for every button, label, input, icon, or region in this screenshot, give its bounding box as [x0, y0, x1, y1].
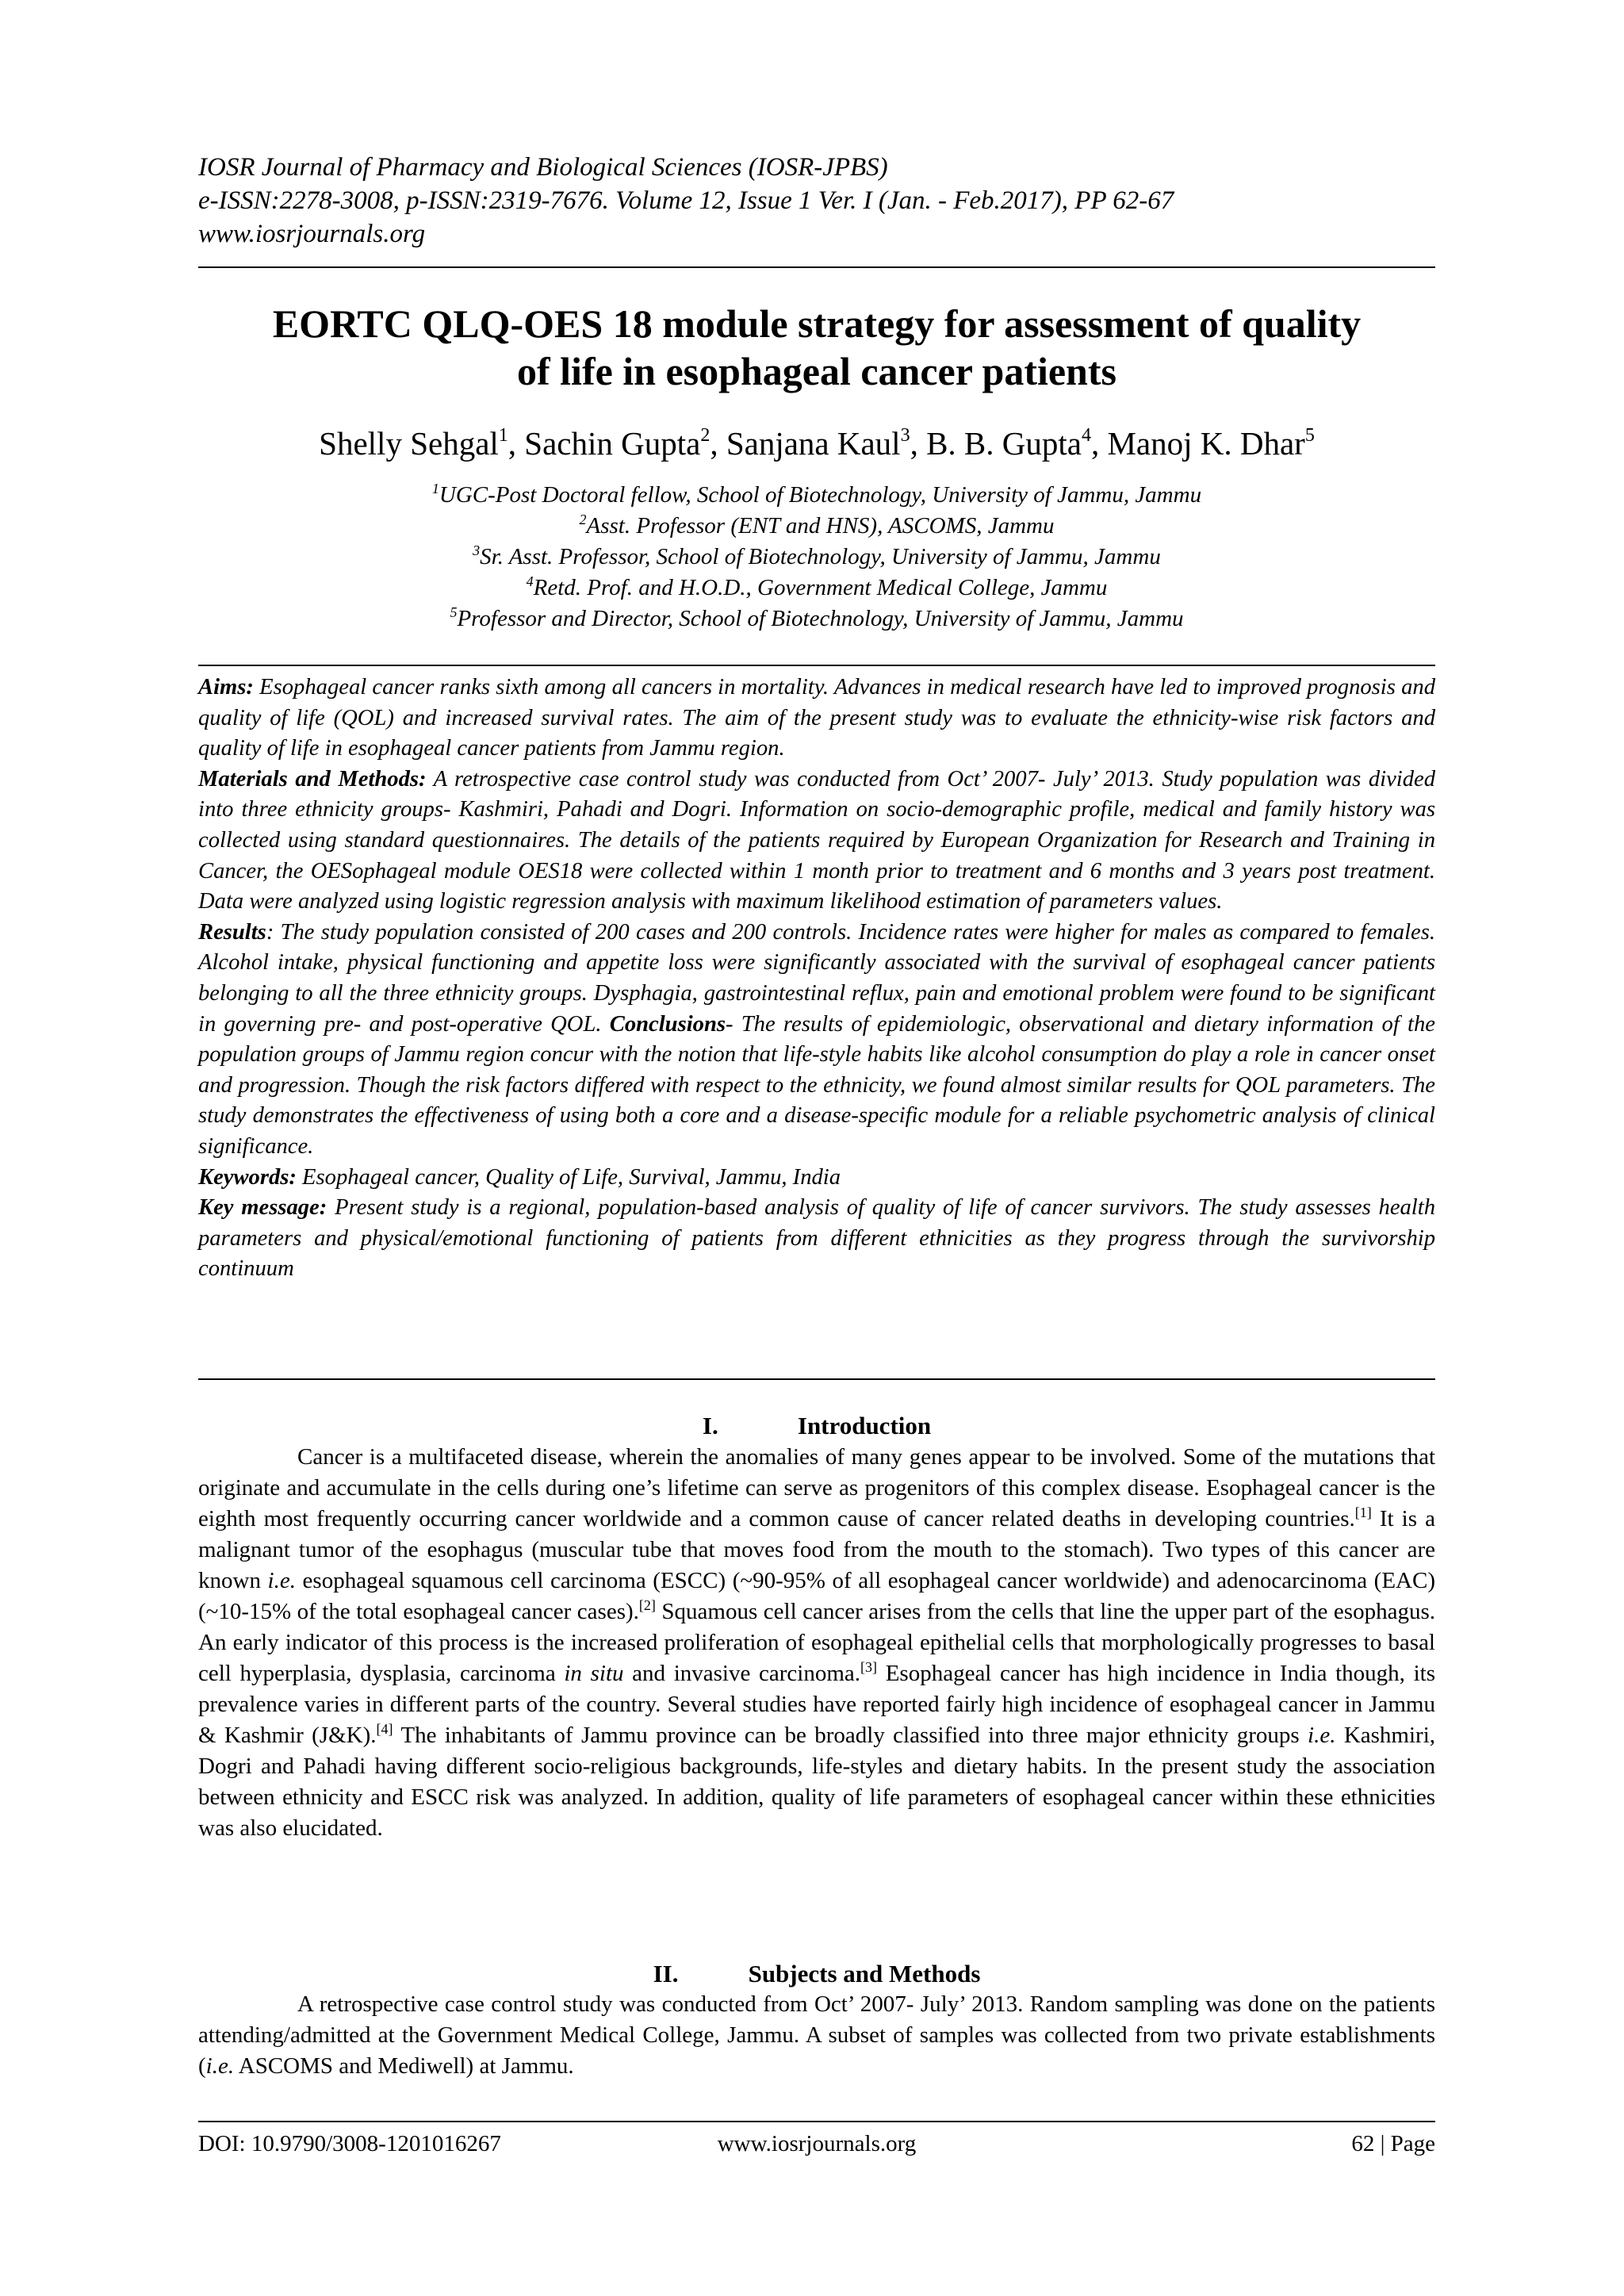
- section-title: Introduction: [797, 1412, 932, 1439]
- affiliation-text: Retd. Prof. and H.O.D., Government Medical College, Jammu: [533, 575, 1108, 600]
- text-run: esophageal squamous cell carcinoma (ESCC) (~90-95% of all esophageal cancer worldwide) and adenocarcinoma (EAC) (~10-15% of the total esophageal cancer cases).: [198, 1568, 1435, 1624]
- issn-line: e-ISSN:2278-3008, p-ISSN:2319-7676. Volume 12, Issue 1 Ver. I (Jan. - Feb.2017), PP 62-67: [198, 186, 1174, 215]
- affiliation-mark: 3: [473, 542, 481, 558]
- results-text: : The study population consisted of 200 cases and 200 controls. Incidence rates were higher for males as compared to females. Alcohol intake, physical functioning and appetite loss were significantly associated with the survival of esophageal cancer patients belonging to all the three ethnicity groups. Dysphagia, gastrointestinal reflux, pain and emotional problem were found to be significant in governing pre- and post-operative QOL.: [198, 919, 1435, 1037]
- text-run: ASCOMS and Mediwell) at Jammu.: [234, 2053, 574, 2079]
- text-run: The inhabitants of Jammu province can be broadly classified into three major ethnicity groups: [393, 1723, 1308, 1748]
- methods-text: A retrospective case control study was conducted from Oct’ 2007- July’ 2013. Study population was divided into three ethnicity groups- Kashmiri, Pahadi and Dogri. Information on socio-demographic profile, medical and family history was collected using standard questionnaires. The details of the patients required by European Organization for Research and Training in Cancer, the OESophageal module OES18 were collected within 1 month prior to treatment and 6 months and 3 years post treatment. Data were analyzed using logistic regression analysis with maximum likelihood estimation of parameters values.: [198, 766, 1435, 914]
- citation: [2]: [638, 1597, 656, 1613]
- abstract: [198, 673, 1435, 1285]
- introduction-paragraph: [198, 1442, 1435, 1844]
- citation: [4]: [376, 1721, 393, 1737]
- author-separator: ,: [1090, 425, 1108, 462]
- affiliation: [198, 511, 1435, 542]
- aims-text: Esophageal cancer ranks sixth among all cancers in mortality. Advances in medical research have led to improved prognosis and quality of life (QOL) and increased survival rates. The aim of the present study was to evaluate the ethnicity-wise risk factors and quality of life in esophageal cancer patients from Jammu region.: [198, 675, 1435, 761]
- footer-page-number: 62 | Page: [1351, 2131, 1435, 2156]
- affiliation-mark: 5: [450, 604, 458, 620]
- author-name: B. B. Gupta: [926, 425, 1082, 462]
- aims-label: Aims:: [198, 675, 254, 700]
- text-run-italic: i.e.: [267, 1568, 296, 1593]
- paper-title: [198, 300, 1435, 395]
- affiliation-mark: 2: [579, 512, 587, 527]
- author-affiliation-mark: 3: [900, 425, 910, 446]
- section-title: Subjects and Methods: [748, 1960, 981, 1987]
- journal-header: [198, 151, 1435, 251]
- text-run: and invasive carcinoma.: [623, 1661, 861, 1686]
- affiliation-mark: 4: [526, 573, 534, 589]
- author-affiliation-mark: 2: [700, 425, 710, 446]
- results-label: Results: [198, 919, 266, 945]
- abstract-keywords: [198, 1163, 1435, 1194]
- abstract-results: [198, 918, 1435, 1163]
- citation: [3]: [860, 1659, 878, 1675]
- author-affiliation-mark: 1: [498, 425, 508, 446]
- paper-page: [198, 0, 1435, 2296]
- text-run: Kashmiri, Dogri and Pahadi having different socio-religious backgrounds, life-styles and dietary habits. In the present study the association between ethnicity and ESCC risk was analyzed. In addition, quality of life parameters of esophageal cancer within these ethnicities was also elucidated.: [198, 1723, 1435, 1841]
- methods-heading: [198, 1959, 1435, 1989]
- title-line-2: of life in esophageal cancer patients: [517, 349, 1116, 393]
- key-message-text: Present study is a regional, population-based analysis of quality of life of cancer survivors. The study assesses health parameters and physical/emotional functioning of patients from different ethnicities as they progress through the survivorship continuum: [198, 1195, 1435, 1282]
- author-separator: ,: [910, 425, 927, 462]
- text-run: Esophageal cancer has high incidence in India though, its prevalence varies in different parts of the country. Several studies have reported fairly high incidence of esophageal cancer in Jammu & Kashmir (J&K).: [198, 1661, 1435, 1748]
- conclusions-label: Conclusions: [609, 1011, 726, 1037]
- abstract-aims: [198, 673, 1435, 765]
- section-number: I.: [702, 1412, 718, 1439]
- abstract-key-message: [198, 1193, 1435, 1285]
- keywords-text: Esophageal cancer, Quality of Life, Survival, Jammu, India: [296, 1164, 841, 1190]
- author-affiliation-mark: 4: [1081, 425, 1091, 446]
- abstract-top-divider: [198, 665, 1435, 666]
- affiliation-list: [198, 480, 1435, 634]
- author-separator: ,: [710, 425, 726, 462]
- author-list: [198, 424, 1435, 462]
- author-name: Sanjana Kaul: [726, 425, 901, 462]
- methods-label: Materials and Methods:: [198, 766, 427, 792]
- affiliation-text: UGC-Post Doctoral fellow, School of Biotechnology, University of Jammu, Jammu: [439, 482, 1202, 508]
- text-run: Squamous cell cancer arises from the cells that line the upper part of the esophagus. An early indicator of this process is the increased proliferation of esophageal epithelial cells that morphologically progresses to basal cell hyperplasia, dysplasia, carcinoma: [198, 1599, 1435, 1686]
- affiliation: [198, 604, 1435, 634]
- author-affiliation-mark: 5: [1304, 425, 1315, 446]
- author-separator: ,: [508, 425, 525, 462]
- methods-paragraph: [198, 1989, 1435, 2082]
- footer-divider: [198, 2121, 1435, 2122]
- header-divider: [198, 266, 1435, 268]
- title-line-1: EORTC QLQ-OES 18 module strategy for assessment of quality: [272, 301, 1362, 346]
- footer-website: www.iosrjournals.org: [717, 2131, 917, 2156]
- key-message-label: Key message:: [198, 1195, 327, 1221]
- introduction-heading: [198, 1411, 1435, 1441]
- keywords-label: Keywords:: [198, 1164, 297, 1190]
- text-run: It is a malignant tumor of the esophagus (muscular tube that moves food from the mouth to the stomach). Two types of this cancer are known: [198, 1506, 1435, 1593]
- text-run-italic: in situ: [564, 1661, 624, 1686]
- text-run: Cancer is a multifaceted disease, wherein the anomalies of many genes appear to be involved. Some of the mutations that originate and accumulate in the cells during one’s lifetime can serve as progenitors of this complex disease. Esophageal cancer is the eighth most frequently occurring cancer worldwide and a common cause of cancer related deaths in developing countries.: [198, 1444, 1435, 1531]
- methods-body: [198, 1989, 1435, 2082]
- author-name: Sachin Gupta: [524, 425, 701, 462]
- affiliation-text: Sr. Asst. Professor, School of Biotechnology, University of Jammu, Jammu: [480, 544, 1161, 569]
- affiliation: [198, 542, 1435, 573]
- footer-doi: DOI: 10.9790/3008-1201016267: [198, 2131, 501, 2156]
- affiliation-text: Asst. Professor (ENT and HNS), ASCOMS, Jammu: [586, 513, 1055, 539]
- text-run-italic: i.e.: [1308, 1723, 1336, 1748]
- affiliation-mark: 1: [431, 481, 439, 496]
- conclusions-text: - The results of epidemiologic, observational and dietary information of the population groups of Jammu region concur with the notion that life-style habits like alcohol consumption do play a role in cancer onset and progression. Though the risk factors differed with respect to the ethnicity, we found almost similar results for QOL parameters. The study demonstrates the effectiveness of using both a core and a disease-specific module for a reliable psychometric analysis of clinical significance.: [198, 1011, 1435, 1159]
- section-number: II.: [653, 1960, 679, 1987]
- introduction-body: [198, 1442, 1435, 1844]
- text-run: A retrospective case control study was conducted from Oct’ 2007- July’ 2013. Random sampling was done on the patients attending/admitted at the Government Medical College, Jammu. A subset of samples was collected from two private establishments (: [198, 1991, 1435, 2079]
- affiliation: [198, 480, 1435, 511]
- text-run-italic: i.e.: [205, 2053, 235, 2079]
- abstract-methods: [198, 765, 1435, 918]
- citation: [1]: [1354, 1504, 1372, 1520]
- journal-name: IOSR Journal of Pharmacy and Biological Sciences (IOSR-JPBS): [198, 153, 888, 182]
- journal-website: www.iosrjournals.org: [198, 220, 426, 248]
- abstract-bottom-divider: [198, 1378, 1435, 1380]
- affiliation-text: Professor and Director, School of Biotechnology, University of Jammu, Jammu: [457, 606, 1184, 631]
- author-name: Shelly Sehgal: [319, 425, 499, 462]
- author-name: Manoj K. Dhar: [1107, 425, 1305, 462]
- affiliation: [198, 573, 1435, 604]
